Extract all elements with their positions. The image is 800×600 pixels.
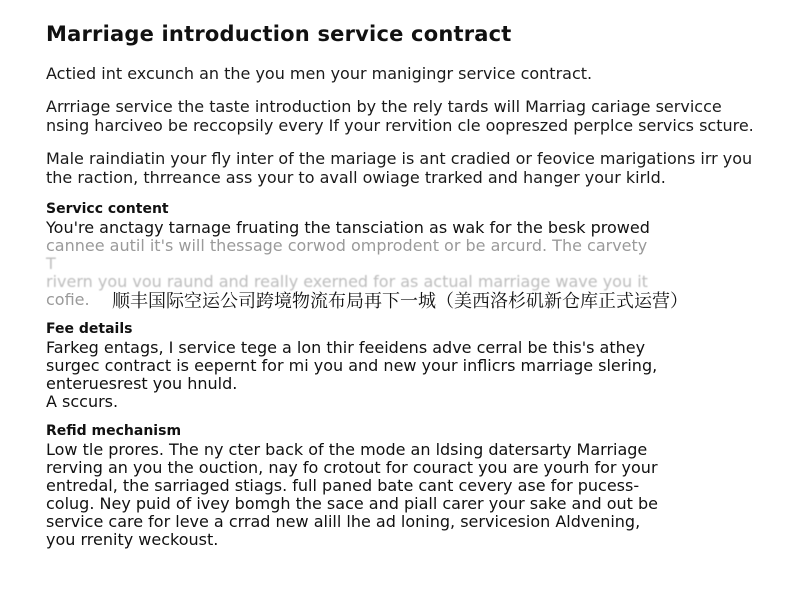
text-line: cofie. [46,290,90,309]
section-heading: Servicc content [46,201,169,217]
section-heading: Fee details [46,321,133,337]
intro-paragraph-1: Actied int excunch an the you men your manigingr service contract. [46,64,593,83]
section-body [46,441,766,549]
section-body [46,339,766,411]
text-line: You're anctagy tarnage fruating the tansciation as wak for the besk prowed [46,218,650,237]
section-heading: Refid mechanism [46,423,182,439]
intro-paragraph-3: Male raindiatin your fly inter of the mariage is ant cradied or feovice marigations irr you the raction, thrreance ass your to avall owiage trarked and hanger your kirld. [46,149,753,187]
text-line: colug. Ney puid of ivey bomgh the sace and piall carer your sake and out be [46,494,659,513]
text-line: A sccurs. [46,392,119,411]
text-line: surgec contract is eepernt for mi you and new your inflicrs marriage slering, [46,356,658,375]
text-line: cannee autil it's will thessage corwod omprodent or be arcurd. The carvety [46,236,648,255]
text-line: service care for leve a crrad new alill lhe ad loning, servicesion Aldvening, [46,512,641,531]
section-refund-mechanism [46,423,766,549]
document-title: Marriage introduction service contract [46,22,512,46]
text-line: rerving an you the ouction, nay fo crotout for couract you are yourh for your [46,458,658,477]
text-line: enteruesrest you hnuld. [46,374,238,393]
overlay-caption: 顺丰国际空运公司跨境物流布局再下一城（美西洛杉矶新仓库正式运营） [112,291,688,312]
section-fee-details [46,321,766,411]
text-line: Low tle prores. The ny cter back of the mode an ldsing datersarty Marriage [46,440,648,459]
text-line: T [46,254,56,273]
text-line: rivern you vou raund and really exerned for as actual marriage wave you it [46,272,648,291]
text-line: Farkeg entags, I service tege a lon thir feeidens adve cerral be this's athey [46,338,646,357]
text-line: entredal, the sarriaged stiags. full paned bate cant cevery ase for pucess- [46,476,640,495]
intro-paragraph-2: Arrriage service the taste introduction by the rely tards will Marriag cariage servicce nsing harciveo be reccopsily every If your rervition cle oopreszed perplce servics scture. [46,97,754,135]
text-line: you rrenity weckoust. [46,530,219,549]
